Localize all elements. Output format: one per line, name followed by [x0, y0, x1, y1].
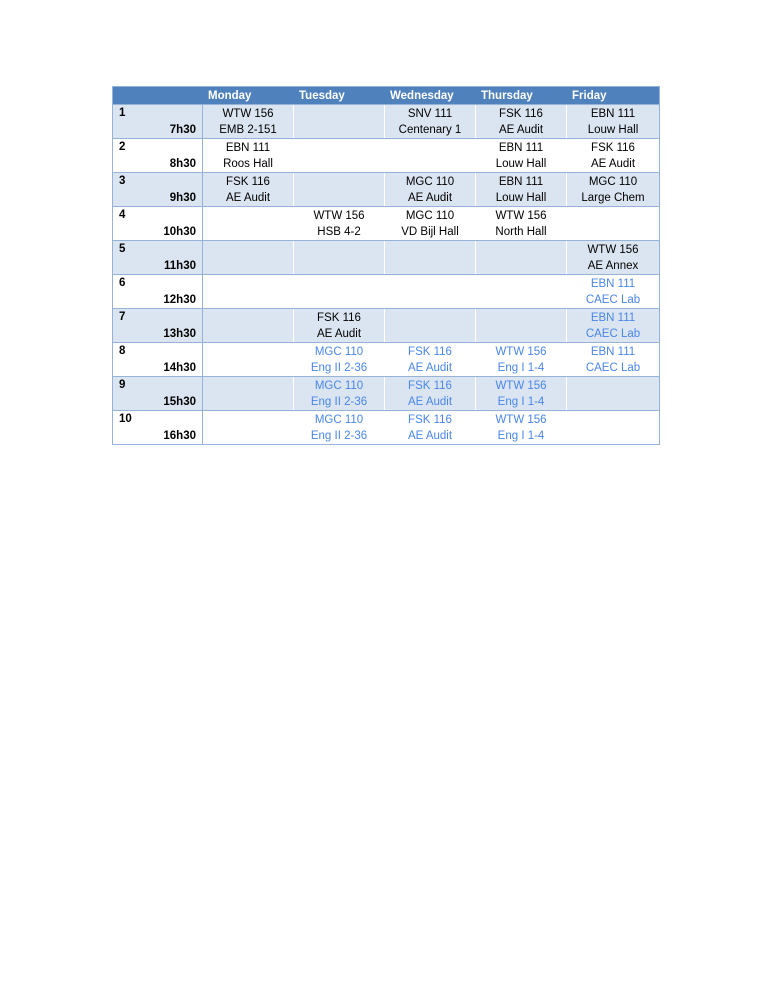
- cell-wednesday: [385, 241, 476, 274]
- course-code: WTW 156: [313, 209, 365, 222]
- table-row: [113, 138, 659, 172]
- cell-thursday: [476, 343, 567, 376]
- venue: AE Audit: [498, 123, 544, 136]
- timetable: [112, 86, 660, 445]
- period-cell: [113, 343, 203, 376]
- venue: AE Audit: [225, 191, 271, 204]
- cell-monday: [203, 275, 294, 308]
- period-number: 6: [119, 277, 126, 289]
- course-code: MGC 110: [405, 209, 455, 222]
- venue: CAEC Lab: [585, 293, 641, 306]
- venue: Eng I 1-4: [497, 395, 545, 408]
- course-code: FSK 116: [408, 345, 452, 358]
- cell-friday: [567, 207, 659, 240]
- course-code: MGC 110: [314, 379, 364, 392]
- header-tuesday: Tuesday: [299, 89, 345, 102]
- cell-monday: [203, 173, 294, 206]
- period-cell: [113, 275, 203, 308]
- cell-thursday: [476, 105, 567, 138]
- period-cell: [113, 309, 203, 342]
- venue: AE Annex: [587, 259, 639, 272]
- venue: AE Audit: [316, 327, 362, 340]
- header-thursday: Thursday: [481, 89, 533, 102]
- cell-friday: [567, 241, 659, 274]
- course-code: FSK 116: [591, 141, 635, 154]
- course-code: MGC 110: [314, 345, 364, 358]
- period-number: 8: [119, 345, 126, 357]
- cell-thursday: [476, 139, 567, 172]
- period-time: 12h30: [163, 294, 196, 306]
- cell-friday: [567, 343, 659, 376]
- period-time: 10h30: [163, 226, 196, 238]
- venue: EMB 2-151: [219, 123, 277, 136]
- period-time: 11h30: [164, 260, 196, 272]
- venue: Eng II 2-36: [310, 361, 368, 374]
- venue: Eng II 2-36: [310, 429, 368, 442]
- course-code: WTW 156: [495, 345, 547, 358]
- period-time: 9h30: [169, 192, 196, 204]
- table-row: [113, 172, 659, 206]
- cell-monday: [203, 105, 294, 138]
- cell-friday: [567, 275, 659, 308]
- venue: Louw Hall: [495, 191, 547, 204]
- venue: Centenary 1: [398, 123, 462, 136]
- cell-friday: [567, 139, 659, 172]
- cell-tuesday: [294, 411, 385, 444]
- course-code: WTW 156: [495, 209, 547, 222]
- table-row: [113, 342, 659, 376]
- period-number: 10: [119, 413, 132, 425]
- period-number: 5: [119, 243, 126, 255]
- period-time: 13h30: [163, 328, 196, 340]
- venue: Roos Hall: [223, 157, 273, 170]
- period-cell: [113, 139, 203, 172]
- course-code: FSK 116: [499, 107, 543, 120]
- cell-wednesday: [385, 377, 476, 410]
- course-code: EBN 111: [590, 277, 636, 290]
- cell-friday: [567, 411, 659, 444]
- header-row: [113, 87, 659, 104]
- cell-friday: [567, 309, 659, 342]
- cell-monday: [203, 411, 294, 444]
- period-number: 2: [119, 141, 126, 153]
- cell-wednesday: [385, 309, 476, 342]
- course-code: SNV 111: [407, 107, 453, 120]
- period-time: 16h30: [163, 430, 196, 442]
- period-time: 15h30: [163, 396, 196, 408]
- venue: AE Audit: [590, 157, 636, 170]
- course-code: FSK 116: [226, 175, 270, 188]
- period-number: 7: [119, 311, 126, 323]
- cell-monday: [203, 309, 294, 342]
- period-cell: [113, 105, 203, 138]
- venue: CAEC Lab: [585, 327, 641, 340]
- cell-wednesday: [385, 343, 476, 376]
- cell-monday: [203, 343, 294, 376]
- cell-tuesday: [294, 377, 385, 410]
- venue: Eng I 1-4: [497, 429, 545, 442]
- venue: Eng I 1-4: [497, 361, 545, 374]
- cell-thursday: [476, 309, 567, 342]
- cell-tuesday: [294, 207, 385, 240]
- cell-thursday: [476, 241, 567, 274]
- course-code: EBN 111: [498, 141, 544, 154]
- period-number: 4: [119, 209, 126, 221]
- course-code: WTW 156: [495, 379, 547, 392]
- period-cell: [113, 207, 203, 240]
- table-row: [113, 104, 659, 138]
- cell-thursday: [476, 275, 567, 308]
- period-time: 14h30: [163, 362, 196, 374]
- header-period: [113, 87, 203, 104]
- period-cell: [113, 411, 203, 444]
- course-code: EBN 111: [590, 345, 636, 358]
- cell-tuesday: [294, 275, 385, 308]
- cell-tuesday: [294, 343, 385, 376]
- cell-wednesday: [385, 173, 476, 206]
- course-code: WTW 156: [222, 107, 274, 120]
- course-code: EBN 111: [590, 311, 636, 324]
- venue: Louw Hall: [587, 123, 639, 136]
- venue: Louw Hall: [495, 157, 547, 170]
- course-code: EBN 111: [590, 107, 636, 120]
- course-code: WTW 156: [495, 413, 547, 426]
- cell-thursday: [476, 207, 567, 240]
- period-number: 9: [119, 379, 126, 391]
- cell-thursday: [476, 377, 567, 410]
- venue: AE Audit: [407, 395, 453, 408]
- cell-monday: [203, 377, 294, 410]
- cell-friday: [567, 105, 659, 138]
- cell-tuesday: [294, 241, 385, 274]
- header-wednesday: Wednesday: [390, 89, 454, 102]
- period-time: 8h30: [169, 158, 196, 170]
- course-code: EBN 111: [498, 175, 544, 188]
- period-number: 3: [119, 175, 126, 187]
- cell-wednesday: [385, 139, 476, 172]
- course-code: FSK 116: [408, 379, 452, 392]
- table-row: [113, 410, 659, 444]
- venue: AE Audit: [407, 429, 453, 442]
- course-code: FSK 116: [317, 311, 361, 324]
- cell-monday: [203, 207, 294, 240]
- cell-monday: [203, 139, 294, 172]
- venue: AE Audit: [407, 361, 453, 374]
- table-row: [113, 308, 659, 342]
- cell-wednesday: [385, 275, 476, 308]
- cell-tuesday: [294, 173, 385, 206]
- timetable-body: [113, 104, 659, 444]
- course-code: EBN 111: [225, 141, 271, 154]
- cell-wednesday: [385, 411, 476, 444]
- venue: HSB 4-2: [317, 225, 361, 238]
- cell-monday: [203, 241, 294, 274]
- header-friday: Friday: [572, 89, 607, 102]
- cell-wednesday: [385, 105, 476, 138]
- venue: Eng II 2-36: [310, 395, 368, 408]
- course-code: MGC 110: [314, 413, 364, 426]
- period-cell: [113, 241, 203, 274]
- cell-thursday: [476, 173, 567, 206]
- cell-tuesday: [294, 105, 385, 138]
- course-code: FSK 116: [408, 413, 452, 426]
- cell-tuesday: [294, 309, 385, 342]
- course-code: MGC 110: [588, 175, 638, 188]
- cell-thursday: [476, 411, 567, 444]
- table-row: [113, 240, 659, 274]
- course-code: WTW 156: [587, 243, 639, 256]
- table-row: [113, 206, 659, 240]
- venue: VD Bijl Hall: [401, 225, 459, 238]
- header-monday: Monday: [208, 89, 252, 102]
- venue: North Hall: [495, 225, 547, 238]
- period-number: 1: [119, 107, 126, 119]
- course-code: MGC 110: [405, 175, 455, 188]
- venue: CAEC Lab: [585, 361, 641, 374]
- cell-friday: [567, 377, 659, 410]
- cell-tuesday: [294, 139, 385, 172]
- venue: Large Chem: [581, 191, 645, 204]
- table-row: [113, 274, 659, 308]
- cell-friday: [567, 173, 659, 206]
- venue: AE Audit: [407, 191, 453, 204]
- period-cell: [113, 377, 203, 410]
- period-cell: [113, 173, 203, 206]
- period-time: 7h30: [169, 124, 196, 136]
- cell-wednesday: [385, 207, 476, 240]
- table-row: [113, 376, 659, 410]
